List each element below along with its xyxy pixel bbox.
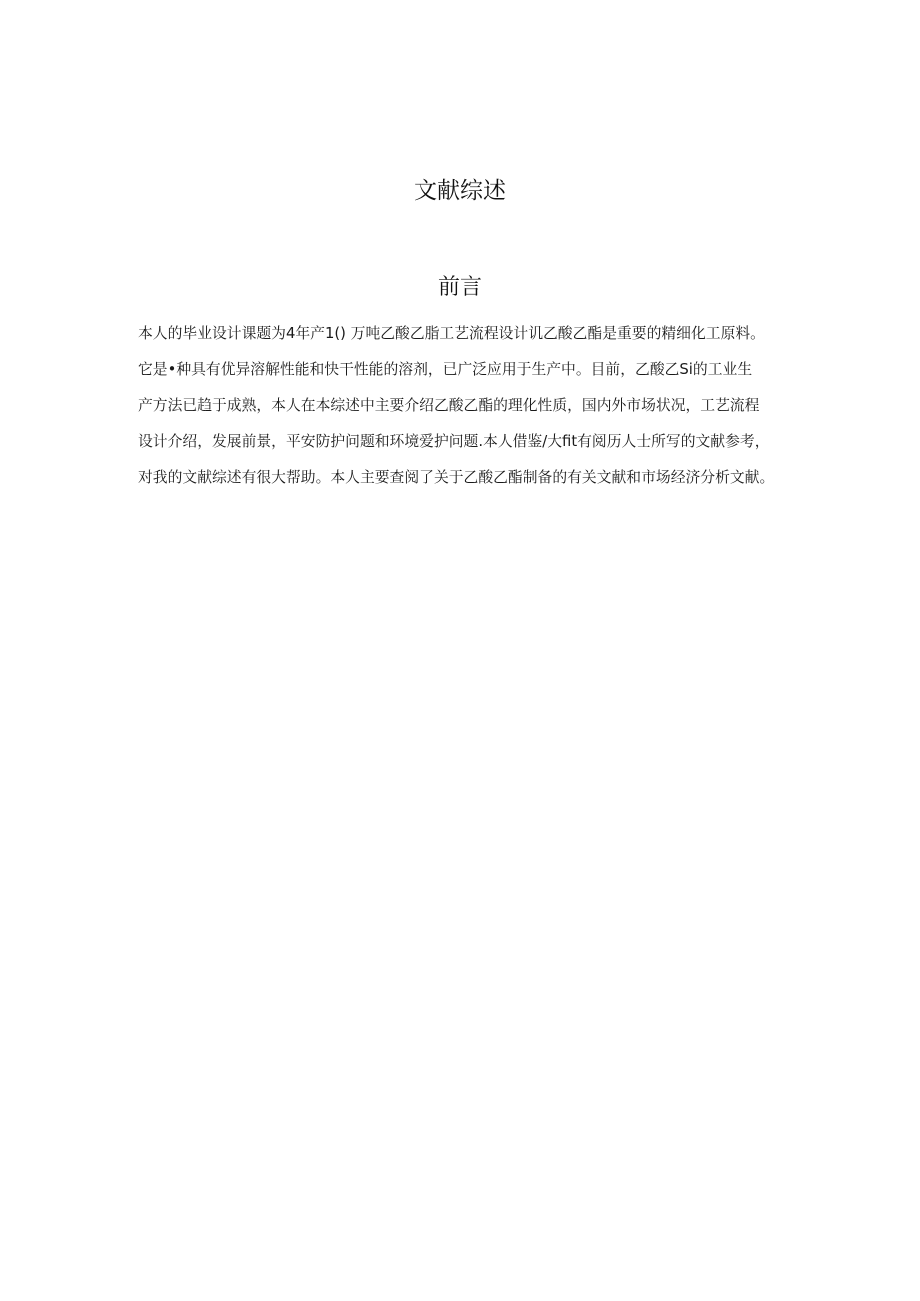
- paragraph-line: 产方法已趋于成熟，本人在本综述中主要介绍乙酸乙酯的理化性质，国内外市场状况，工艺流程: [138, 397, 760, 414]
- paragraph-line: 设计介绍，发展前景，平安防护问题和环境爱护问题.本人借鉴/大fit有阅历人士所写的文献参考，: [138, 433, 770, 450]
- body-paragraph: [138, 318, 798, 498]
- document-title: 文献综述: [414, 178, 506, 204]
- paragraph-line: 本人的毕业设计课题为4年产1() 万吨乙酸乙脂工艺流程设计讥乙酸乙酯是重要的精细化工原料。: [138, 325, 765, 342]
- section-heading-preface: 前言: [437, 275, 482, 300]
- paragraph-line: 它是•种具有优异溶解性能和快干性能的溶剂，已广泛应用于生产中。目前，乙酸乙Si的工业生: [138, 361, 753, 378]
- paragraph-line: 对我的文献综述有很大帮助。本人主要查阅了关于乙酸乙酯制备的有关文献和市场经济分析文献。: [138, 469, 775, 486]
